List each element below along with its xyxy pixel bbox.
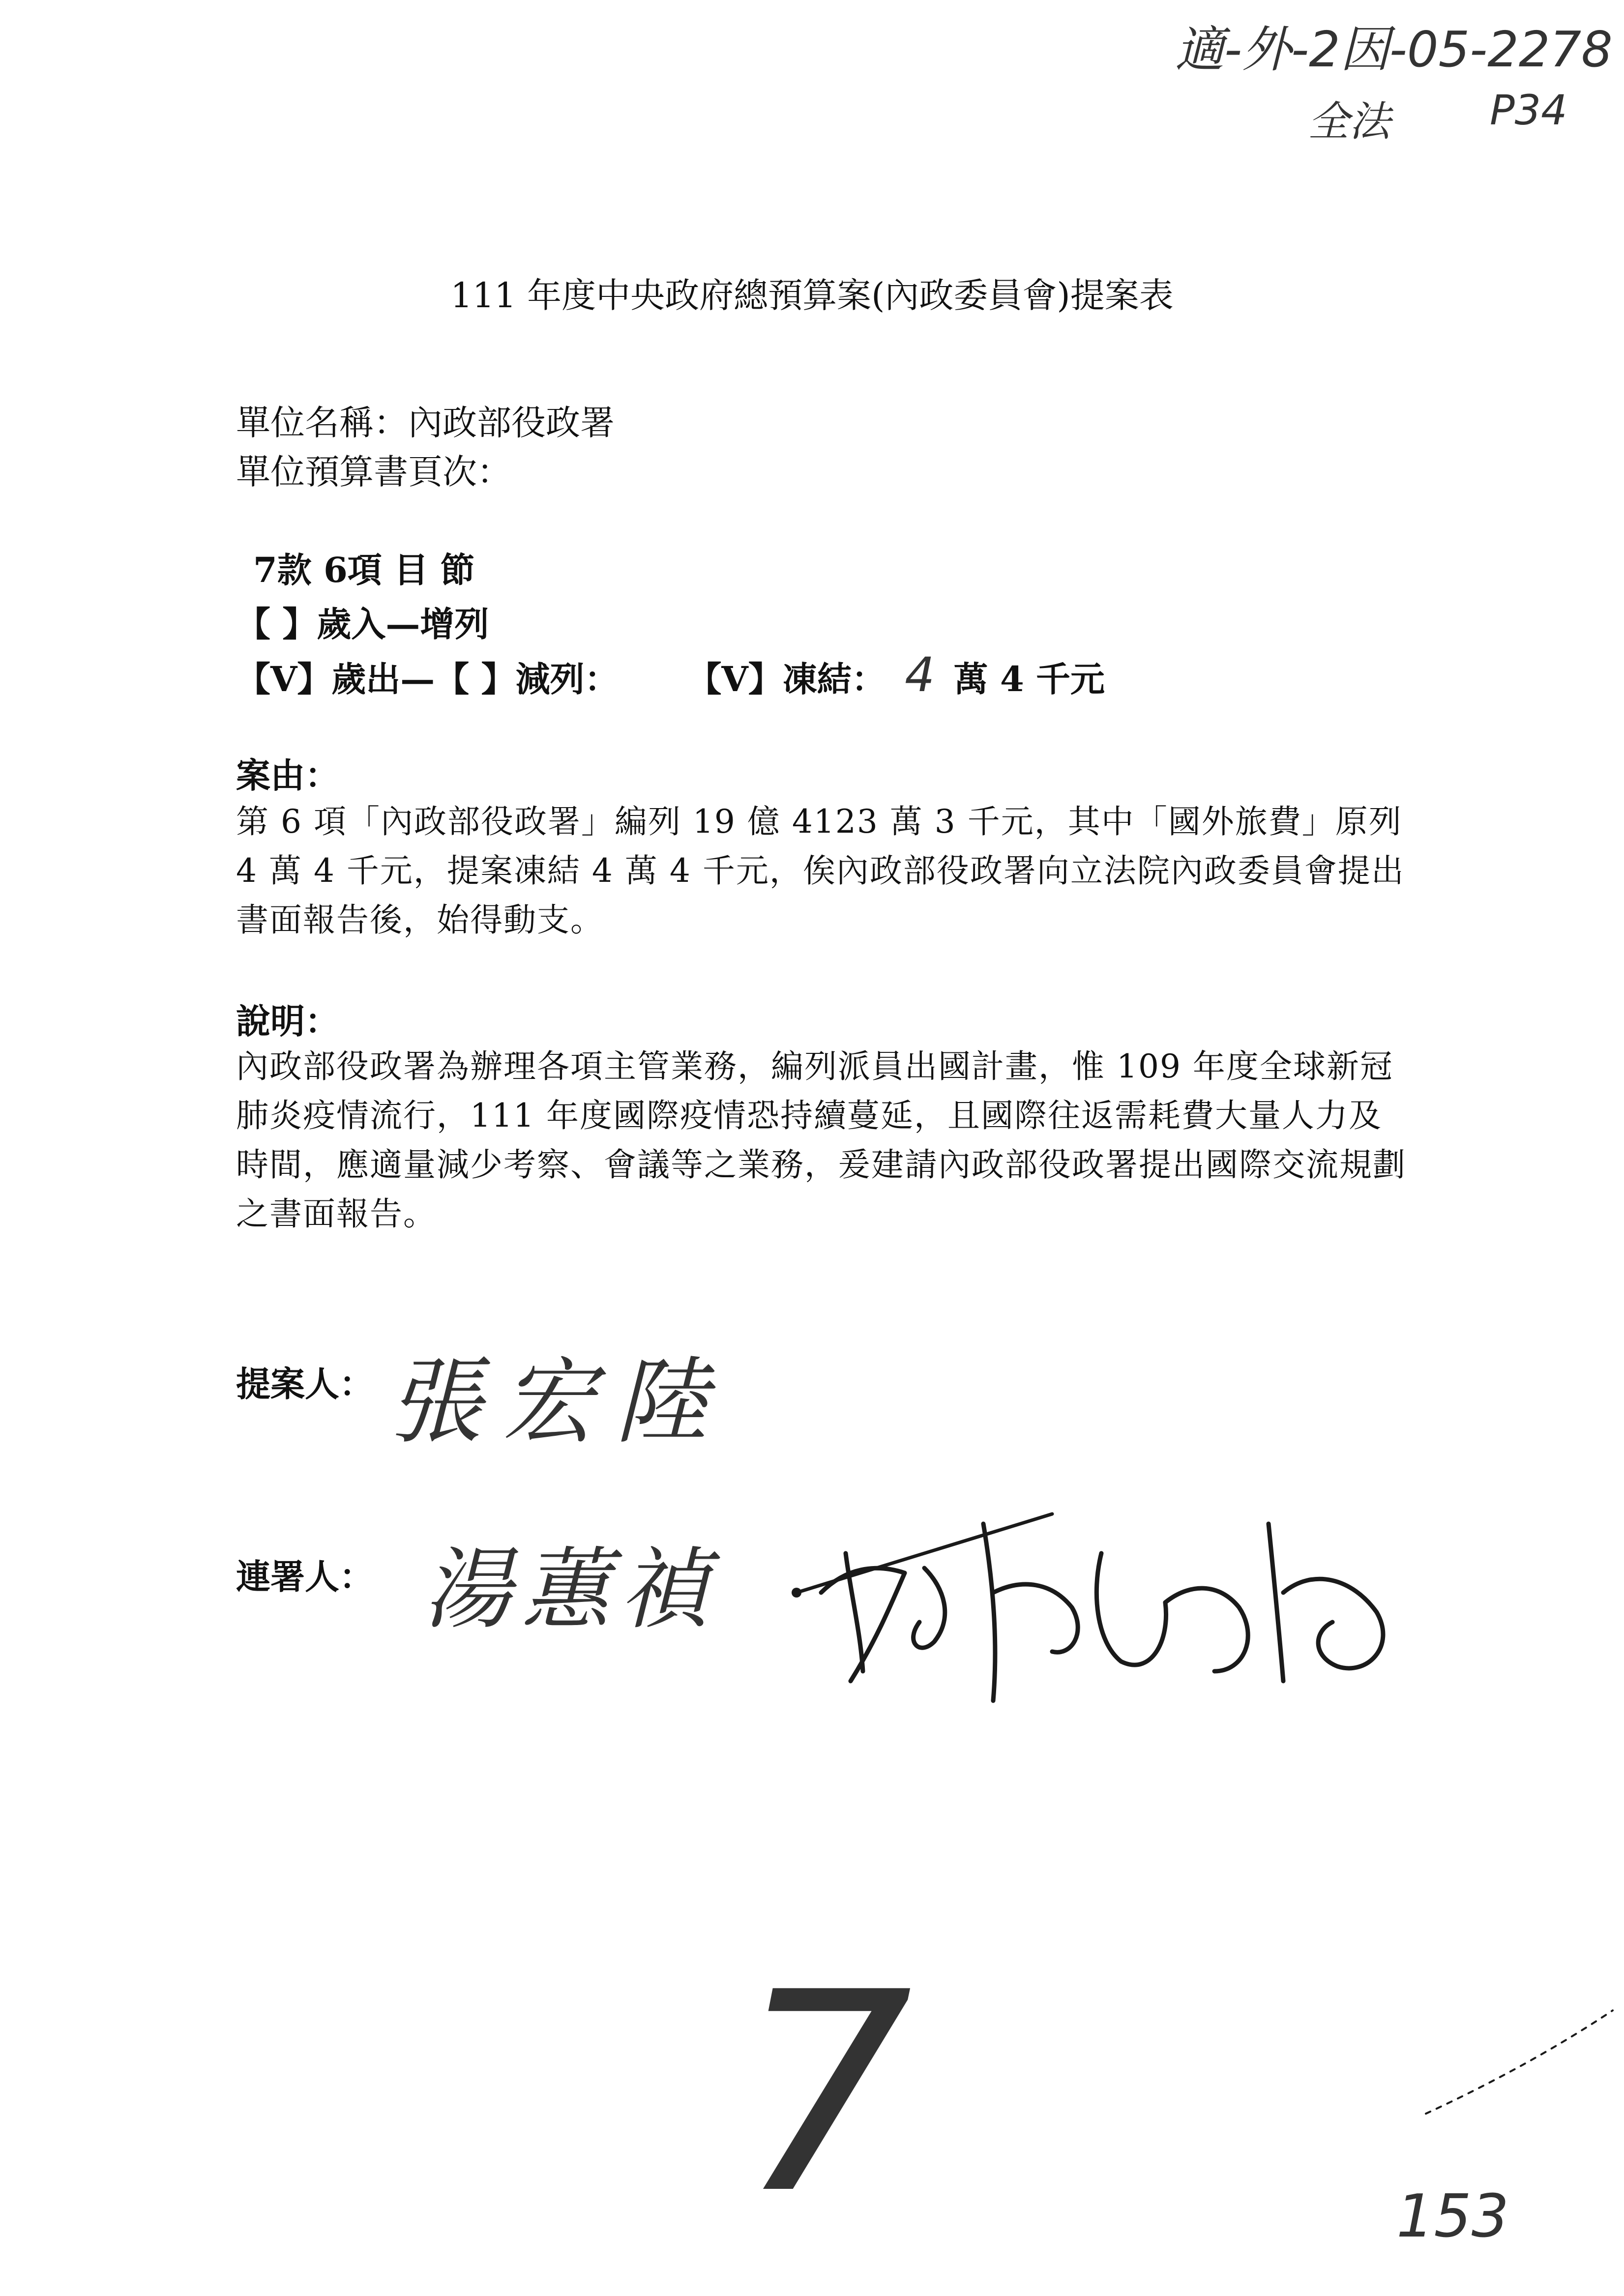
unit-name: 單位名稱：內政部役政署 <box>236 403 615 443</box>
document-title: 111 年度中央政府總預算案(內政委員會)提案表 <box>450 275 1174 316</box>
handwritten-note-left: 全法 <box>1308 97 1391 145</box>
proposer-label: 提案人： <box>236 1364 374 1404</box>
budget-item: 7款 6項 目 節 <box>253 550 475 590</box>
freeze-handwritten-digit: 4 <box>905 647 935 702</box>
cosigner-signature-1: 湯蕙禎 <box>423 1539 718 1641</box>
expenditure-line <box>236 647 1105 703</box>
budget-page: 單位預算書頁次： <box>236 452 511 492</box>
freeze-amount: 萬 4 千元 <box>953 659 1105 699</box>
explanation-body: 內政部役政署為辦理各項主管業務，編列派員出國計畫，惟 109 年度全球新冠肺炎疫情流行，111 年度國際疫情恐持續蔓延，且國際往返需耗費大量人力及時間，應適量減少考察、會議等之業務，爰建請內政部役政署提出國際交流規劃之書面報告。 <box>236 1047 1406 1233</box>
cosigner-signature-2 <box>777 1494 1406 1720</box>
expenditure-prefix: 【V】歲出—【 】減列： <box>236 659 619 699</box>
case-heading: 案由： <box>236 755 339 796</box>
freeze-label: 【V】凍結： <box>687 659 886 699</box>
handwritten-page-number: 153 <box>1396 2182 1509 2251</box>
explanation-heading: 說明： <box>236 1001 339 1042</box>
proposer-signature: 張宏陸 <box>388 1348 728 1456</box>
scan-mark <box>1416 1996 1623 2123</box>
case-body: 第 6 項「內政部役政署」編列 19 億 4123 萬 3 千元，其中「國外旅費」原列 4 萬 4 千元，提案凍結 4 萬 4 千元，俟內政部役政署向立法院內政委員會提出書面報告後，始得動支。 <box>236 803 1405 939</box>
cosigner-label: 連署人： <box>236 1556 374 1597</box>
handwritten-code: 適-外-2因-05-2278 <box>1175 21 1613 78</box>
handwritten-note-right: P34 <box>1490 86 1567 134</box>
revenue-line: 【 】歲入—增列 <box>236 604 489 644</box>
handwritten-big-number: 7 <box>738 1934 913 2254</box>
